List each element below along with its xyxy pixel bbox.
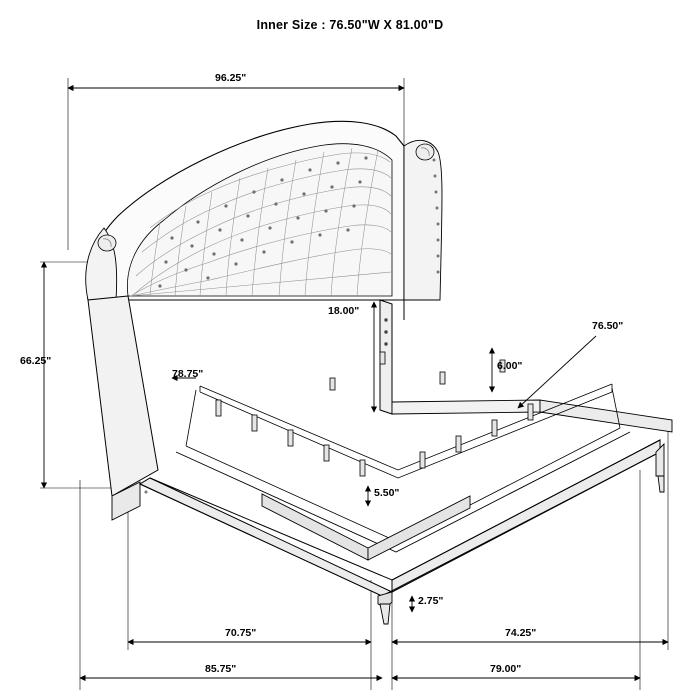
dimension-bottom-right-near: 74.25" [505, 627, 537, 639]
dimension-slat-thickness: 5.50" [374, 487, 400, 499]
dimension-side-rail: 76.50" [592, 320, 624, 332]
dimension-rail-height: 18.00" [328, 305, 360, 317]
dimension-bottom-left-near: 70.75" [225, 627, 257, 639]
dimension-bottom-right-far: 79.00" [490, 663, 522, 675]
dimension-slat-drop: 6.00" [497, 360, 523, 372]
dimension-leg-height: 2.75" [418, 595, 444, 607]
dimension-top-width: 96.25" [215, 72, 247, 84]
page-title: Inner Size : 76.50"W X 81.00"D [256, 18, 444, 32]
dimension-bottom-left-far: 85.75" [205, 663, 237, 675]
dimension-headboard-panel: 78.75" [172, 368, 204, 380]
dimension-left-height: 66.25" [20, 355, 52, 367]
